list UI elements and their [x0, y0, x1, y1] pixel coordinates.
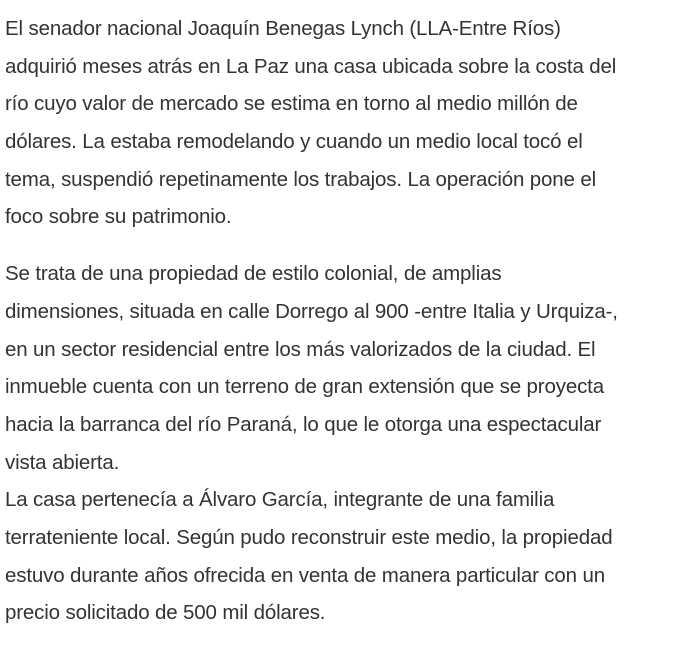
text-line: El senador nacional Joaquín Benegas Lynch (LLA-Entre Ríos)	[5, 17, 561, 40]
text-line: dimensiones, situada en calle Dorrego al 900 -entre Italia y Urquiza-,	[5, 299, 618, 323]
text-line: vista abierta.	[5, 450, 120, 474]
paragraph-spacer	[5, 236, 679, 255]
text-line: adquirió meses atrás en La Paz una casa ubicada sobre la costa del	[5, 54, 617, 78]
text-line: inmueble cuenta con un terreno de gran extensión que se proyecta	[5, 375, 604, 399]
text-line: La casa pertenecía a Álvaro García, integrante de una familia	[5, 488, 555, 512]
text-line: río cuyo valor de mercado se estima en torno al medio millón de	[5, 92, 578, 116]
text-line: foco sobre su patrimonio.	[5, 205, 232, 229]
paragraph-1	[5, 10, 679, 236]
text-line: estuvo durante años ofrecida en venta de manera particular con un	[5, 563, 605, 587]
text-line: Se trata de una propiedad de estilo colonial, de amplias	[5, 262, 502, 286]
text-line: hacia la barranca del río Paraná, lo que le otorga una espectacular	[5, 412, 602, 436]
paragraph-3	[5, 481, 679, 632]
text-line: dólares. La estaba remodelando y cuando un medio local tocó el	[5, 130, 583, 154]
text-line: en un sector residencial entre los más valorizados de la ciudad. El	[5, 337, 596, 361]
text-line: terrateniente local. Según pudo reconstruir este medio, la propiedad	[5, 525, 613, 549]
text-line: tema, suspendió repetinamente los trabajos. La operación pone el	[5, 167, 596, 191]
paragraph-2	[5, 255, 679, 481]
text-line: precio solicitado de 500 mil dólares.	[5, 601, 326, 625]
